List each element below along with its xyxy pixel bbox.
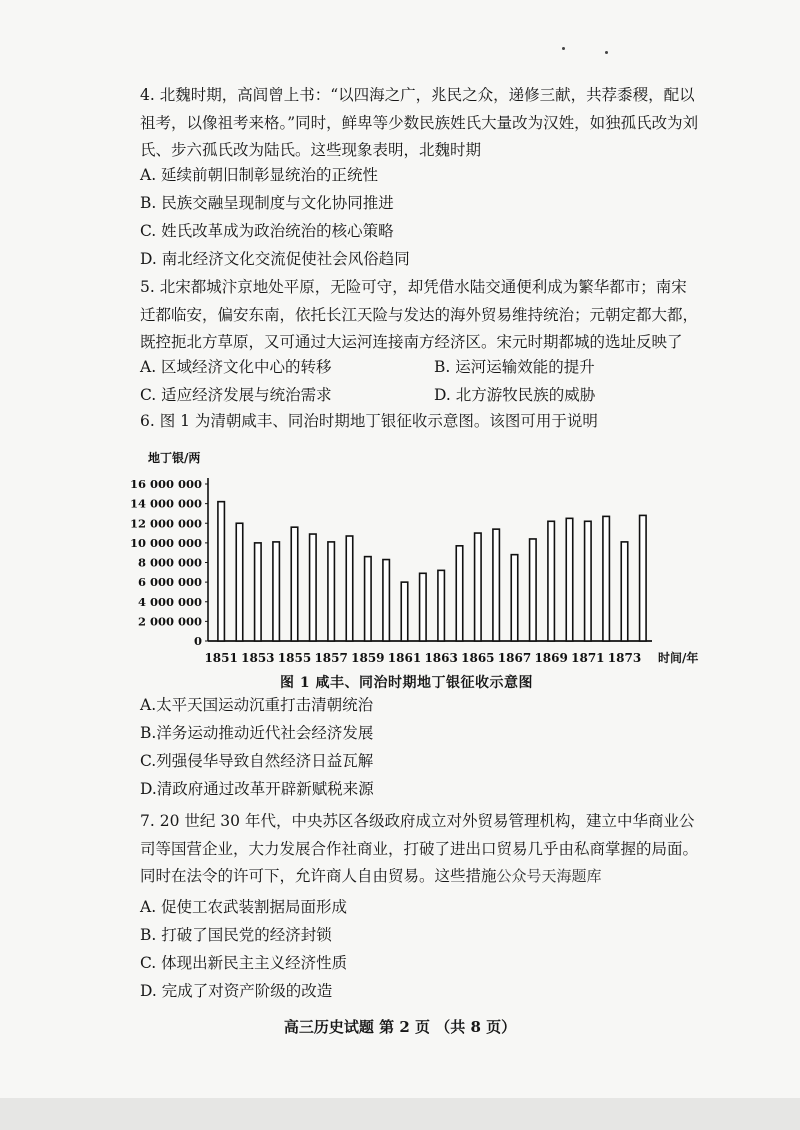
y-tick-label: 8 000 000 [137,555,202,570]
x-axis-label: 时间/年 [658,651,699,665]
bar-1871 [585,521,592,641]
x-tick-label-1859: 1859 [351,651,385,665]
question-6-stem: 6. 图 1 为清朝咸丰、同治时期地丁银征收示意图。该图可用于说明 [140,412,598,430]
question-5 [140,274,700,357]
y-tick-label: 4 000 000 [137,594,202,609]
x-tick-label-1871: 1871 [571,651,605,665]
watermark: 公众号天海题库 [496,867,602,885]
bar-1862 [420,573,427,641]
q6-option-b: B.洋务运动推动近代社会经济发展 [140,724,374,742]
bar-1872 [603,516,610,641]
bar-1869 [548,521,555,641]
land-tax-chart [129,448,710,678]
q5-option-d: D. 北方游牧民族的威胁 [434,386,596,404]
q7-option-d: D. 完成了对资产阶级的改造 [140,982,333,1000]
bar-1852 [236,523,243,641]
question-7 [140,808,700,891]
bar-1868 [530,539,537,641]
bar-1870 [566,518,573,641]
bar-1863 [438,570,445,641]
chart-caption: 图 1 咸丰、同治时期地丁银征收示意图 [280,675,533,691]
y-axis-label: 地丁银/两 [148,451,201,465]
x-tick-label-1855: 1855 [277,651,312,665]
question-6 [140,408,700,436]
question-7-stem-text: 7. 20 世纪 30 年代，中央苏区各级政府成立对外贸易管理机构，建立中华商业公司等国营企业，大力发展合作社商业，打破了进出口贸易几乎由私商掌握的局面。同时在法令的许可下，允许商人自由贸易。这些措施 [140,812,699,885]
bar-1854 [273,542,280,641]
question-4-stem: 4. 北魏时期，高闾曾上书：“以四海之广，兆民之众，递修三献，共荐黍稷，配以祖考，以像祖考来格。”同时，鲜卑等少数民族姓氏大量改为汉姓，如独孤氏改为刘氏、步六孤氏改为陆氏。这些现象表明，北魏时期 [140,86,699,159]
q4-option-b: B. 民族交融呈现制度与文化协同推进 [140,194,394,212]
x-tick-label-1869: 1869 [534,651,568,665]
x-tick-label-1865: 1865 [461,651,495,665]
page-footer: 高三历史试题 第 2 页 （共 8 页） [283,1018,517,1036]
bar-1864 [456,546,463,641]
q5-option-b: B. 运河运输效能的提升 [434,358,595,376]
q7-option-a: A. 促使工农武装割据局面形成 [140,898,348,916]
y-tick-label: 14 000 000 [129,496,202,511]
x-tick-label-1857: 1857 [314,651,348,665]
chart-svg [129,448,710,678]
x-tick-label-1861: 1861 [387,651,422,665]
q6-option-d: D.清政府通过改革开辟新赋税来源 [140,780,374,798]
bar-1856 [310,534,317,641]
q5-option-c: C. 适应经济发展与统治需求 [140,386,332,404]
bar-1867 [511,555,518,641]
question-5-stem: 5. 北宋都城汴京地处平原，无险可守，却凭借水陆交通便利成为繁华都市；南宋迁都临安，偏安东南，依托长江天险与发达的海外贸易维持统治；元朝定都大都，既控扼北方草原，又可通过大运河连接南方经济区。宋元时期都城的选址反映了 [140,278,699,351]
bar-1873 [621,542,628,641]
y-tick-label: 12 000 000 [129,516,202,531]
x-tick-label-1853: 1853 [241,651,275,665]
x-tick-label-1851: 1851 [204,651,238,665]
bar-1853 [255,543,262,641]
x-tick-label-1873: 1873 [607,651,642,665]
q7-option-b: B. 打破了国民党的经济封锁 [140,926,332,944]
q6-option-a: A.太平天国运动沉重打击清朝统治 [140,696,374,714]
q4-option-c: C. 姓氏改革成为政治统治的核心策略 [140,222,394,240]
scan-speck [605,51,608,54]
y-tick-label: 2 000 000 [137,614,202,629]
q4-option-d: D. 南北经济文化交流促使社会风俗趋同 [140,250,410,268]
y-tick-label: 6 000 000 [137,575,202,590]
bar-1858 [346,536,353,641]
y-tick-label: 10 000 000 [129,535,202,550]
question-4 [140,82,700,165]
scan-speck [562,47,565,50]
q4-option-a: A. 延续前朝旧制彰显统治的正统性 [140,166,379,184]
y-tick-label: 16 000 000 [129,477,202,491]
x-tick-label-1867: 1867 [497,651,532,665]
bar-1851 [218,502,225,641]
bar-1859 [365,557,372,641]
bar-1866 [493,529,500,641]
scan-bottom-edge [0,1098,800,1130]
bar-1861 [401,582,408,641]
bar-1855 [291,527,298,641]
x-tick-label-1863: 1863 [424,651,458,665]
q6-option-c: C.列强侵华导致自然经济日益瓦解 [140,752,374,770]
bar-1874 [640,515,647,641]
bar-1860 [383,560,390,641]
q7-option-c: C. 体现出新民主主义经济性质 [140,954,348,972]
bar-1857 [328,542,335,641]
question-7-stem [140,808,700,891]
y-tick-label: 0 [193,634,202,648]
q5-option-a: A. 区域经济文化中心的转移 [140,358,332,376]
bar-1865 [475,533,482,641]
